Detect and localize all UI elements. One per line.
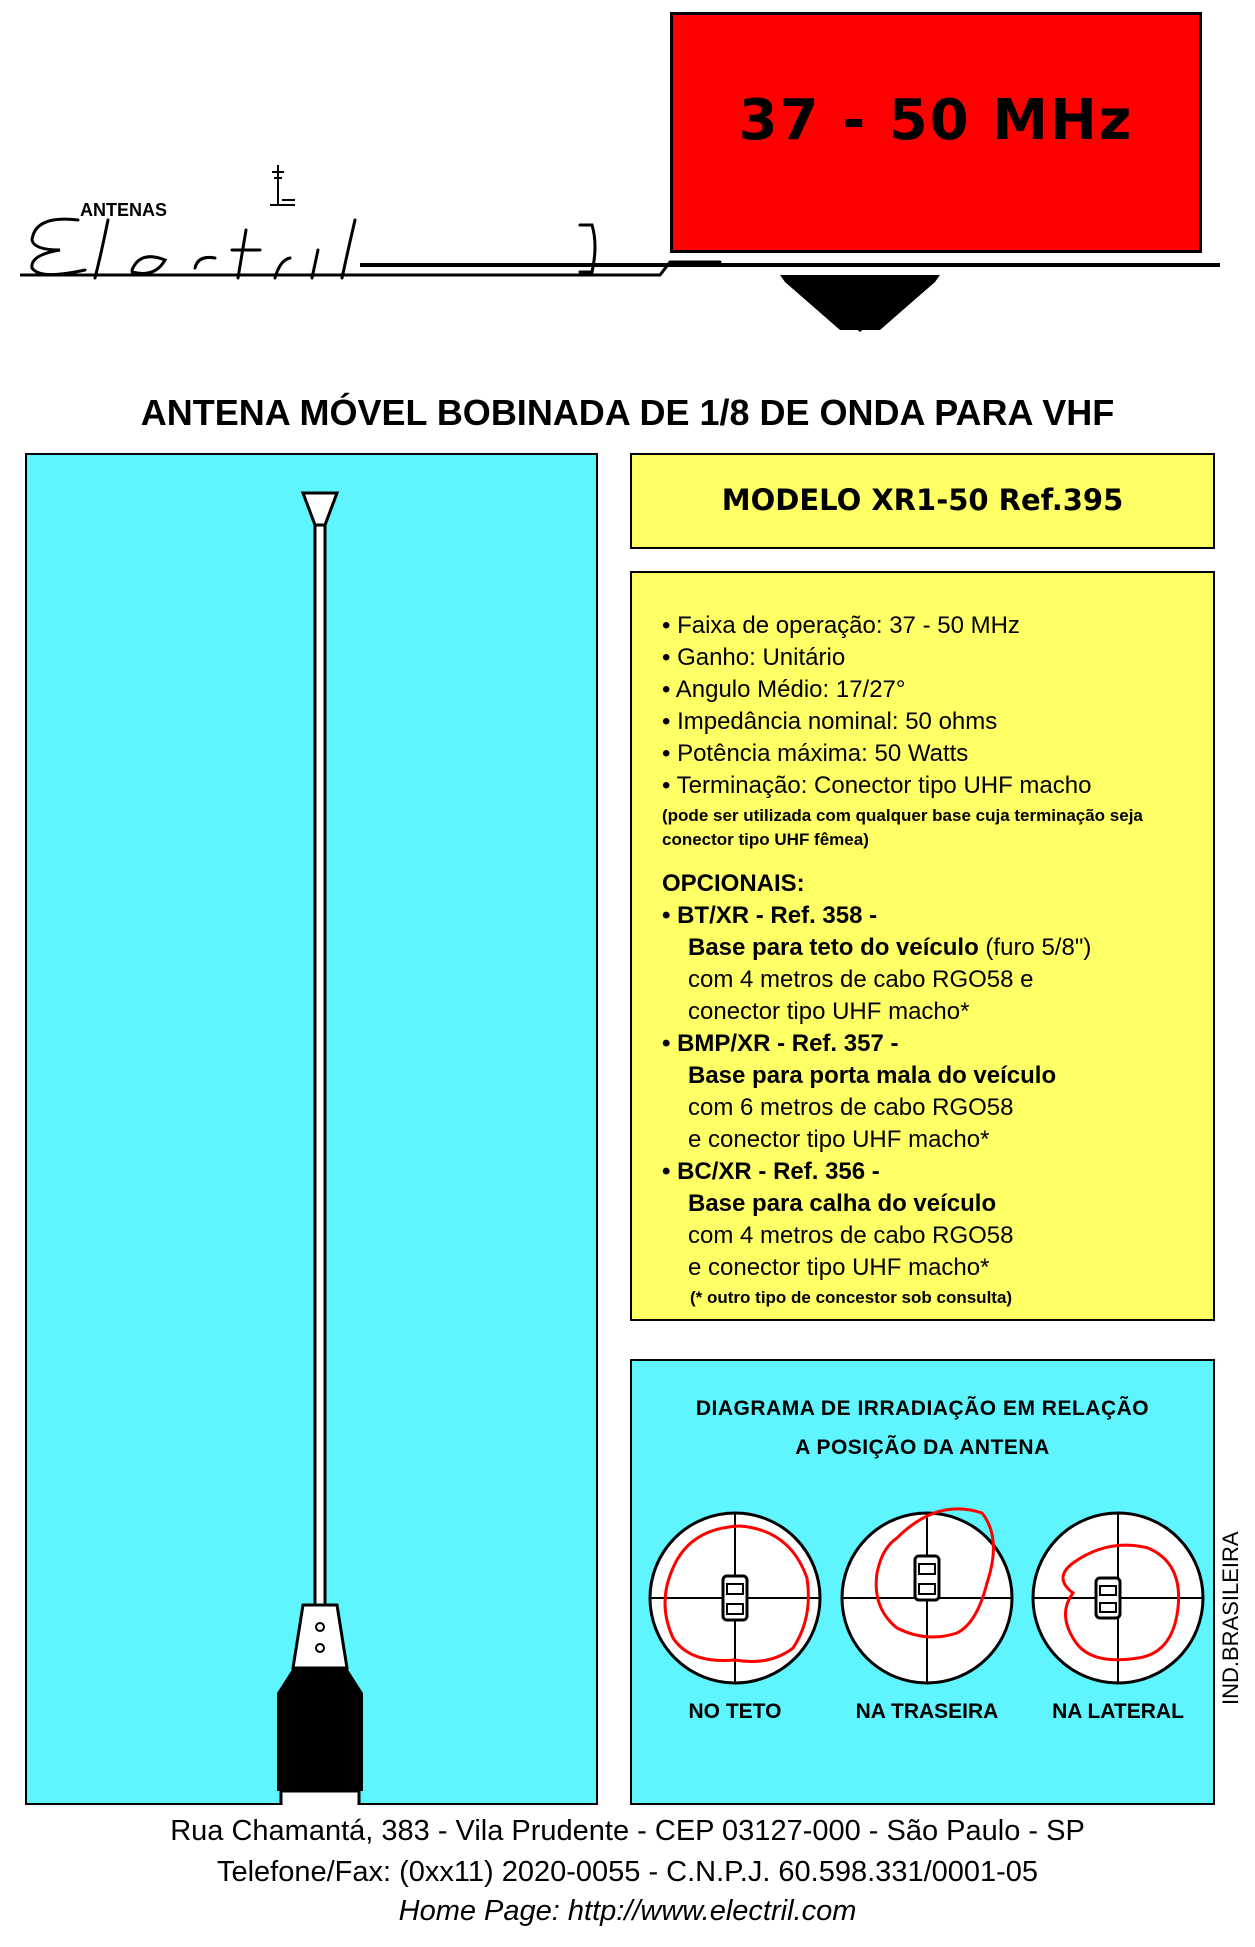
optional-item: • BT/XR - Ref. 358 - Base para teto do veículo (furo 5/8") com 4 metros de cabo RGO58 e conector tipo UHF macho* [662, 900, 1203, 1028]
optional-item: • BC/XR - Ref. 356 - Base para calha do veículo com 4 metros de cabo RGO58 e conector tipo UHF macho* [662, 1156, 1203, 1284]
footer-address: Rua Chamantá, 383 - Vila Prudente - CEP 03127-000 - São Paulo - SP [170, 1815, 1085, 1847]
radiation-diagram-trunk [842, 1509, 1012, 1683]
antenna-taper [277, 1668, 363, 1693]
footnote: (* outro tipo de concestor sob consulta) [690, 1288, 1013, 1307]
side-text: IND.BRASILEIRA [1218, 1531, 1243, 1705]
optional-head: • BT/XR - Ref. 358 - [662, 902, 878, 929]
antenna-tip [303, 493, 337, 525]
footer-phone: Telefone/Fax: (0xx11) 2020-0055 - C.N.P.J. 60.598.331/0001-05 [216, 1856, 1039, 1888]
optionals-title: OPCIONAIS: [662, 870, 805, 897]
frequency-label: 37 - 50 MHz [738, 88, 1134, 153]
radiation-diagram-roof [650, 1513, 820, 1683]
diagram-label-side: NA LATERAL [1052, 1700, 1184, 1723]
antenna-illustration [25, 453, 598, 1805]
antenna-tower-icon [270, 165, 295, 205]
antenna-base-band [281, 1791, 359, 1805]
product-name: XR 1 [280, 1755, 343, 1783]
model-label: MODELO XR1-50 Ref.395 [721, 483, 1124, 517]
spec-line: • Potência máxima: 50 Watts [662, 740, 969, 767]
antenna-whip [315, 525, 325, 1605]
diagram-title: DIAGRAMA DE IRRADIAÇÃO EM RELAÇÃO [695, 1397, 1150, 1420]
diagram-label-trunk: NA TRASEIRA [855, 1700, 999, 1723]
diagram-label-roof: NO TETO [688, 1700, 782, 1723]
electril-logo [20, 150, 1220, 290]
antenna-bracket [293, 1605, 347, 1668]
optional-head: • BC/XR - Ref. 356 - [662, 1158, 880, 1185]
spec-line: • Terminação: Conector tipo UHF macho [662, 772, 1092, 799]
radiation-diagram-side [1033, 1513, 1203, 1683]
optional-item: • BMP/XR - Ref. 357 - Base para porta mala do veículo com 6 metros de cabo RGO58 e conector tipo UHF macho* [662, 1028, 1203, 1156]
down-arrow-icon [780, 270, 940, 340]
footer-website[interactable]: Home Page: http://www.electril.com [398, 1895, 857, 1927]
spec-line: • Angulo Médio: 17/27° [662, 676, 906, 703]
specs-box [630, 571, 1215, 1321]
optional-head: • BMP/XR - Ref. 357 - [662, 1030, 899, 1057]
spec-note: (pode ser utilizada com qualquer base cuja terminação seja conector tipo UHF fêmea) [662, 806, 1143, 849]
logo-lettering [20, 219, 720, 278]
diagram-subtitle: A POSIÇÃO DA ANTENA [795, 1436, 1050, 1459]
radiation-diagrams [630, 1359, 1215, 1805]
brand-small-label: ANTENAS [80, 200, 168, 220]
page-title: ANTENA MÓVEL BOBINADA DE 1/8 DE ONDA PARA VHF [140, 392, 1115, 433]
spec-line: • Impedância nominal: 50 ohms [662, 708, 998, 735]
spec-line: • Ganho: Unitário [662, 644, 846, 671]
spec-line: • Faixa de operação: 37 - 50 MHz [662, 612, 1020, 639]
